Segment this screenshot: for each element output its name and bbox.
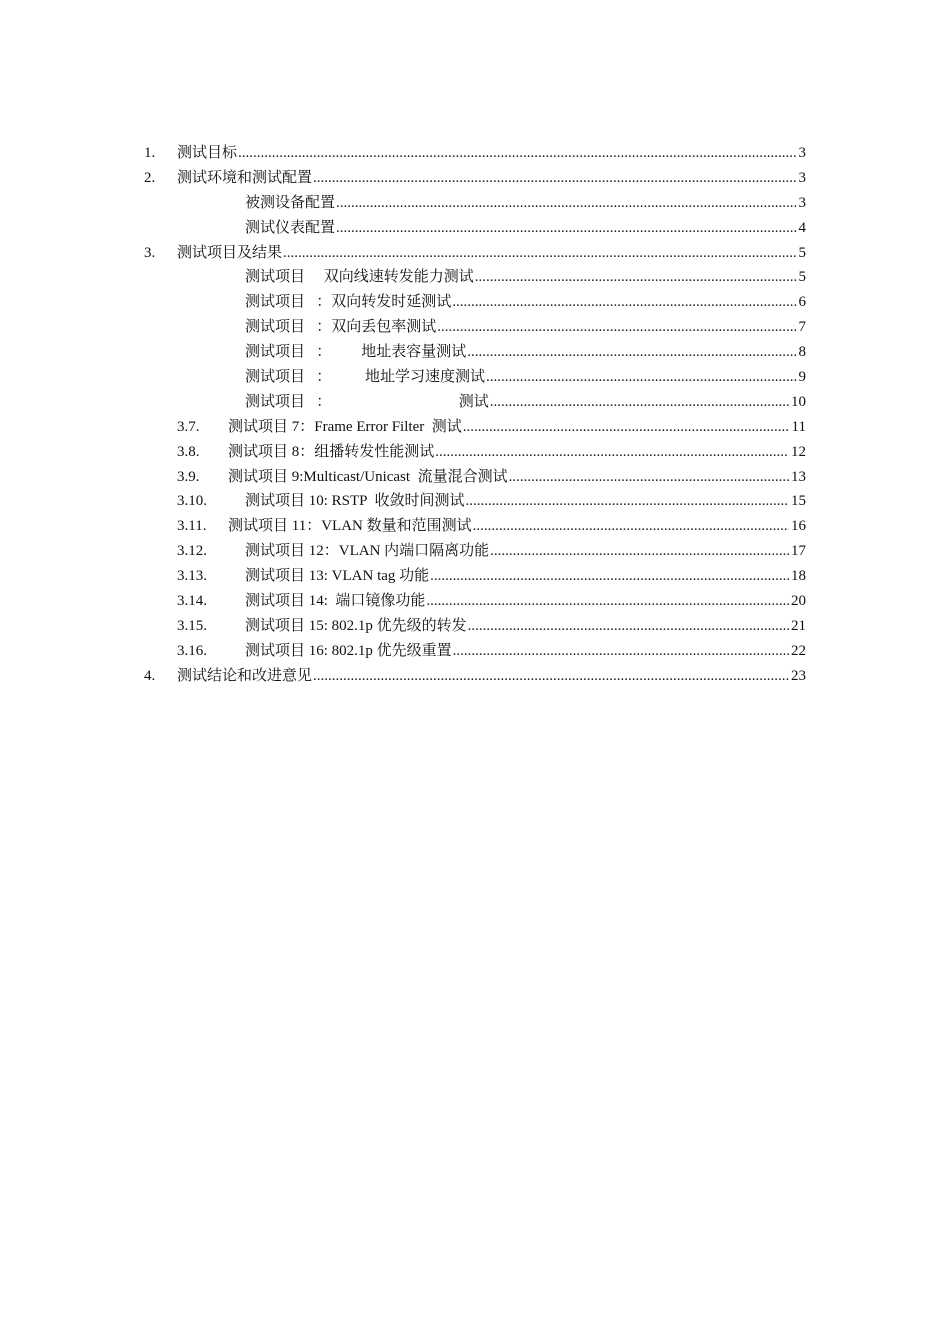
toc-entry-title: 测试项目 13: VLAN tag 功能 <box>245 568 430 585</box>
toc-entry-number: 3.14. <box>177 593 207 610</box>
dot-leader <box>336 191 796 216</box>
toc-entry-number: 3. <box>144 244 156 261</box>
toc-entry-number: 3.11. <box>177 518 207 535</box>
toc-entry-title: 测试项目 8：组播转发性能测试 <box>228 443 435 460</box>
toc-entry-number: 1. <box>144 145 156 161</box>
dot-leader <box>238 141 796 166</box>
toc-entry-title: 测试项目 ：双向丢包率测试 <box>245 319 437 336</box>
toc-entry[interactable] <box>0 390 950 415</box>
toc-entry-page: 23 <box>791 667 806 684</box>
toc-entry-number: 2. <box>144 169 156 186</box>
dot-leader <box>465 489 789 514</box>
toc-entry[interactable] <box>0 539 950 564</box>
toc-entry[interactable] <box>0 514 950 539</box>
dot-leader <box>283 241 796 266</box>
toc-entry[interactable] <box>0 191 950 216</box>
toc-entry-title: 测试项目 16: 802.1p 优先级重置 <box>245 642 452 659</box>
toc-entry-title: 测试项目 ： 测试 <box>245 393 489 410</box>
toc-entry[interactable] <box>0 340 950 365</box>
toc-entry-page: 20 <box>791 593 806 610</box>
toc-entry[interactable] <box>0 166 950 191</box>
dot-leader <box>473 514 789 539</box>
toc-entry-number: 3.10. <box>177 493 207 510</box>
toc-entry-page: 21 <box>791 617 806 634</box>
toc-entry-page: 8 <box>798 344 806 361</box>
toc-entry-page: 16 <box>791 518 806 535</box>
dot-leader <box>452 290 796 315</box>
toc-entry-number: 3.9. <box>177 468 200 485</box>
toc-entry-number: 3.12. <box>177 543 207 560</box>
toc-entry-title: 测试结论和改进意见 <box>177 667 313 684</box>
toc-entry-title: 测试项目 10: RSTP 收敛时间测试 <box>245 493 465 510</box>
dot-leader <box>313 166 796 191</box>
toc-entry[interactable] <box>0 290 950 315</box>
toc-entry-page: 10 <box>791 393 806 410</box>
toc-entry-page: 7 <box>798 319 806 336</box>
dot-leader <box>437 315 796 340</box>
toc-entry-page: 6 <box>798 294 806 311</box>
dot-leader <box>313 664 789 689</box>
toc-entry[interactable] <box>0 489 950 514</box>
toc-entry-page: 17 <box>791 543 806 560</box>
toc-entry-page: 18 <box>791 568 806 585</box>
dot-leader <box>453 639 789 664</box>
toc-entry-page: 11 <box>791 418 806 435</box>
toc-entry-title: 测试项目及结果 <box>177 244 283 261</box>
toc-entry-number: 3.15. <box>177 617 207 634</box>
toc-entry-number: 3.13. <box>177 568 207 585</box>
toc-entry-page: 4 <box>798 219 806 236</box>
dot-leader <box>490 539 789 564</box>
toc-entry[interactable] <box>0 465 950 490</box>
toc-entry-title: 测试项目 11：VLAN 数量和范围测试 <box>228 518 472 535</box>
toc-entry[interactable] <box>0 141 950 166</box>
toc-entry-title: 测试项目 15: 802.1p 优先级的转发 <box>245 617 467 634</box>
toc-entry[interactable] <box>0 315 950 340</box>
toc-entry-title: 测试项目 9:Multicast/Unicast 流量混合测试 <box>228 468 508 485</box>
toc-entry-page: 3 <box>798 169 806 186</box>
toc-entry-title: 测试项目 ：双向转发时延测试 <box>245 294 452 311</box>
toc-entry-title: 测试项目 12：VLAN 内端口隔离功能 <box>245 543 490 560</box>
toc-entry-title: 测试仪表配置 <box>245 219 336 236</box>
dot-leader <box>463 415 790 440</box>
toc-entry-title: 测试目标 <box>177 145 238 161</box>
toc-entry[interactable] <box>0 365 950 390</box>
toc-entry[interactable] <box>0 564 950 589</box>
toc-entry-title: 被测设备配置 <box>245 194 336 211</box>
toc-entry-number: 3.8. <box>177 443 200 460</box>
toc-entry-page: 3 <box>798 194 806 211</box>
toc-entry-title: 测试项目 双向线速转发能力测试 <box>245 269 474 286</box>
dot-leader <box>486 365 796 390</box>
dot-leader <box>475 265 797 290</box>
toc-entry-title: 测试项目 7：Frame Error Filter 测试 <box>228 418 462 435</box>
dot-leader <box>468 614 789 639</box>
table-of-contents <box>0 141 950 689</box>
dot-leader <box>509 465 789 490</box>
toc-entry-page: 15 <box>791 493 806 510</box>
dot-leader <box>490 390 789 415</box>
toc-entry[interactable] <box>0 265 950 290</box>
toc-entry-number: 4. <box>144 667 156 684</box>
toc-entry-number: 3.16. <box>177 642 207 659</box>
toc-entry-page: 3 <box>798 145 806 161</box>
toc-entry-title: 测试项目 14: 端口镜像功能 <box>245 593 426 610</box>
toc-entry-page: 22 <box>791 642 806 659</box>
toc-entry[interactable] <box>0 614 950 639</box>
dot-leader <box>430 564 789 589</box>
toc-entry[interactable] <box>0 639 950 664</box>
toc-entry[interactable] <box>0 440 950 465</box>
toc-entry-title: 测试项目 ： 地址表容量测试 <box>245 344 467 361</box>
toc-entry-page: 12 <box>791 443 806 460</box>
dot-leader <box>435 440 789 465</box>
toc-entry[interactable] <box>0 415 950 440</box>
toc-entry-page: 9 <box>798 369 806 386</box>
dot-leader <box>467 340 796 365</box>
toc-entry-page: 5 <box>798 244 806 261</box>
dot-leader <box>336 216 796 241</box>
toc-entry-title: 测试环境和测试配置 <box>177 169 313 186</box>
toc-entry-title: 测试项目 ： 地址学习速度测试 <box>245 369 486 386</box>
toc-entry-page: 13 <box>791 468 806 485</box>
toc-entry-number: 3.7. <box>177 418 200 435</box>
toc-entry[interactable] <box>0 216 950 241</box>
toc-entry-page: 5 <box>798 269 806 286</box>
toc-entry[interactable] <box>0 589 950 614</box>
toc-entry[interactable] <box>0 664 950 689</box>
toc-entry[interactable] <box>0 241 950 266</box>
dot-leader <box>426 589 789 614</box>
